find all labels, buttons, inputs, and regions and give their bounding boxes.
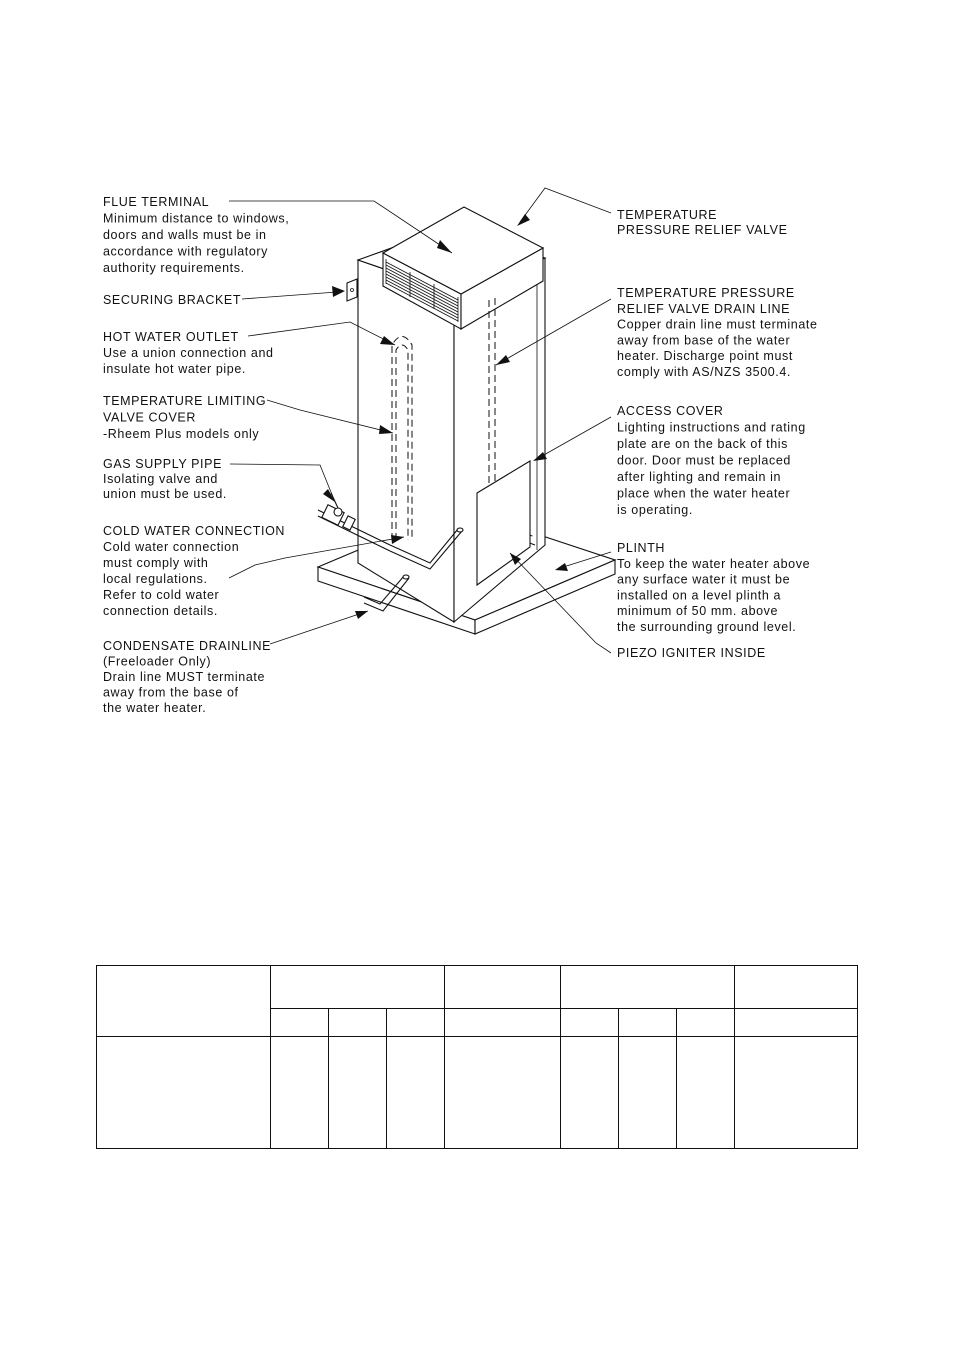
callout-line: local regulations. xyxy=(103,572,208,586)
callout-line: union must be used. xyxy=(103,487,227,501)
callout-line: VALVE COVER xyxy=(103,410,196,425)
callout-line: TEMPERATURE PRESSURE xyxy=(617,286,795,300)
callout-access-cover xyxy=(617,404,806,517)
callout-line: PRESSURE RELIEF VALVE xyxy=(617,223,788,237)
callout-line: Minimum distance to windows, xyxy=(103,211,290,226)
callout-line: COLD WATER CONNECTION xyxy=(103,524,286,538)
callout-line: comply with AS/NZS 3500.4. xyxy=(617,365,792,379)
callout-line: minimum of 50 mm. above xyxy=(617,604,779,619)
table-cell xyxy=(387,1037,445,1149)
callout-line: SECURING BRACKET xyxy=(103,293,242,307)
callout-line: HOT WATER OUTLET xyxy=(103,330,239,344)
callout-line: door. Door must be replaced xyxy=(617,453,791,468)
callout-line: (Freeloader Only) xyxy=(103,654,212,669)
table-cell xyxy=(735,1009,858,1037)
callout-line: FLUE TERMINAL xyxy=(103,195,210,209)
callout-temp-limiting-valve xyxy=(103,394,266,441)
table-cell xyxy=(97,966,271,1037)
table-row xyxy=(97,1037,858,1149)
table-cell xyxy=(445,966,561,1009)
table-cell xyxy=(677,1037,735,1149)
callout-line: RELIEF VALVE DRAIN LINE xyxy=(617,301,791,316)
callout-line: the water heater. xyxy=(103,701,207,715)
callout-tpr-valve xyxy=(617,208,788,237)
callout-cold-water xyxy=(103,524,285,618)
table-cell xyxy=(561,966,735,1009)
callout-line: after lighting and remain in xyxy=(617,470,782,484)
callout-line: Copper drain line must terminate xyxy=(617,317,818,332)
table-cell xyxy=(735,966,858,1009)
table-header-row xyxy=(97,966,858,1009)
callout-line: Refer to cold water xyxy=(103,588,220,602)
callout-condensate xyxy=(103,639,271,715)
callout-line: place when the water heater xyxy=(617,486,791,501)
callout-line: TEMPERATURE xyxy=(617,208,718,222)
table-cell xyxy=(561,1009,619,1037)
table-cell xyxy=(271,1009,329,1037)
table-cell xyxy=(561,1037,619,1149)
callout-line: PIEZO IGNITER INSIDE xyxy=(617,646,766,660)
table-cell xyxy=(677,1009,735,1037)
callout-line: -Rheem Plus models only xyxy=(103,427,260,441)
callout-gas-supply-pipe xyxy=(103,457,227,501)
table-cell xyxy=(271,1037,329,1149)
callout-line: must comply with xyxy=(103,556,209,570)
table-cell xyxy=(445,1009,561,1037)
callout-line: Lighting instructions and rating xyxy=(617,420,806,435)
table-cell xyxy=(619,1037,677,1149)
callout-line: Drain line MUST terminate xyxy=(103,670,266,684)
table-cell xyxy=(735,1037,858,1149)
callout-hot-water-outlet xyxy=(103,330,274,376)
callout-line: Cold water connection xyxy=(103,540,240,554)
table-cell xyxy=(387,1009,445,1037)
callout-line: plate are on the back of this xyxy=(617,437,788,451)
table-cell xyxy=(619,1009,677,1037)
callout-line: any surface water it must be xyxy=(617,572,791,587)
table-cell xyxy=(329,1009,387,1037)
callout-line: is operating. xyxy=(617,503,693,517)
specification-table xyxy=(96,965,858,1149)
table-cell xyxy=(445,1037,561,1149)
callout-plinth xyxy=(617,541,810,634)
callout-line: To keep the water heater above xyxy=(617,556,811,571)
callout-line: GAS SUPPLY PIPE xyxy=(103,457,223,471)
callout-line: Isolating valve and xyxy=(103,472,218,486)
callout-tpr-drain xyxy=(617,286,818,379)
callout-line: Use a union connection and xyxy=(103,346,274,360)
callout-piezo xyxy=(617,646,766,660)
callout-line: PLINTH xyxy=(617,541,666,555)
callout-flue-terminal xyxy=(103,195,289,275)
callout-line: insulate hot water pipe. xyxy=(103,362,246,376)
callout-securing-bracket xyxy=(103,293,241,307)
callout-line: CONDENSATE DRAINLINE xyxy=(103,639,272,653)
callout-line: doors and walls must be in xyxy=(103,228,267,242)
callout-line: authority requirements. xyxy=(103,261,245,275)
callout-line: installed on a level plinth a xyxy=(617,588,782,603)
callout-line: heater. Discharge point must xyxy=(617,349,793,364)
callout-line: TEMPERATURE LIMITING xyxy=(103,394,267,408)
table-cell xyxy=(329,1037,387,1149)
callout-line: accordance with regulatory xyxy=(103,244,268,259)
callout-line: ACCESS COVER xyxy=(617,404,724,418)
table-cell xyxy=(97,1037,271,1149)
callout-line: away from base of the water xyxy=(617,333,791,348)
callout-line: connection details. xyxy=(103,604,218,618)
callout-line: the surrounding ground level. xyxy=(617,620,797,634)
callout-line: away from the base of xyxy=(103,685,239,700)
table-cell xyxy=(271,966,445,1009)
securing-bracket xyxy=(347,279,357,301)
